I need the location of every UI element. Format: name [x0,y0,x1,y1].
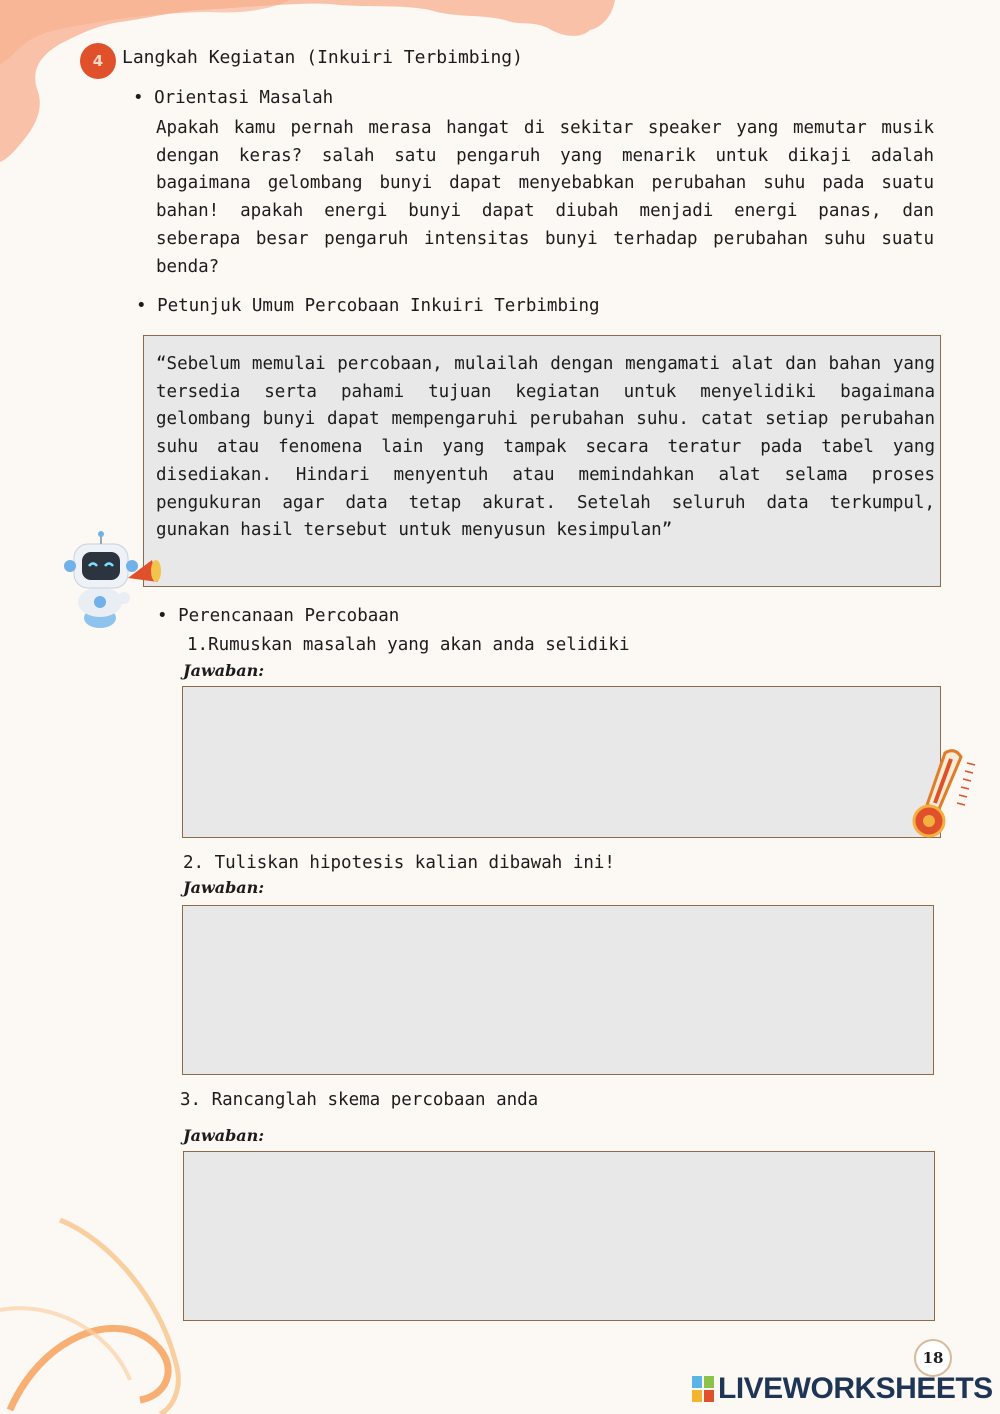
petunjuk-box [143,335,941,587]
answer-label-3: Jawaban: [183,1126,265,1145]
orientasi-heading: • Orientasi Masalah [133,88,333,108]
liveworksheets-brand: LIVEWORKSHEETS [718,1372,993,1405]
question-3: 3. Rancanglah skema percobaan anda [180,1090,539,1110]
thermometer-icon [905,745,980,845]
answer-label-2: Jawaban: [183,878,265,897]
step-number-badge: 4 [80,43,116,79]
petunjuk-heading: • Petunjuk Umum Percobaan Inkuiri Terbimbing [136,296,600,316]
liveworksheets-logo [692,1372,993,1406]
section-title: Langkah Kegiatan (Inkuiri Terbimbing) [122,47,523,68]
question-1: 1.Rumuskan masalah yang akan anda selidiki [187,635,630,655]
perencanaan-heading: • Perencanaan Percobaan [157,606,399,626]
petunjuk-text: “Sebelum memulai percobaan, mulailah dengan mengamati alat dan bahan yang tersedia serta pahami tujuan kegiatan untuk menyelidiki bagaimana gelombang bunyi dapat mempengaruhi perubahan suhu. catat setiap perubahan suhu atau fenomena lain yang tampak secara teratur pada tabel yang disediakan. Hindari menyentuh atau memindahkan alat selama proses pengukuran agar data tetap akurat. Setelah seluruh data terkumpul, gunakan hasil tersebut untuk menyusun kesimpulan” [156,354,935,541]
answer-box-3[interactable] [183,1151,935,1321]
page-number: 18 [914,1339,952,1377]
answer-box-1[interactable] [182,686,941,838]
answer-label-1: Jawaban: [183,661,265,680]
robot-mascot-icon [52,530,164,632]
answer-box-2[interactable] [182,905,934,1075]
orientasi-paragraph: Apakah kamu pernah merasa hangat di sekitar speaker yang memutar musik dengan keras? salah satu pengaruh yang menarik untuk dikaji adalah bagaimana gelombang bunyi dapat menyebabkan perubahan suhu pada suatu bahan! apakah energi bunyi dapat diubah menjadi energi panas, dan seberapa besar pengaruh intensitas bunyi terhadap perubahan suhu suatu benda? [156,118,934,277]
liveworksheets-icon [692,1376,714,1402]
question-2: 2. Tuliskan hipotesis kalian dibawah ini! [183,853,615,873]
